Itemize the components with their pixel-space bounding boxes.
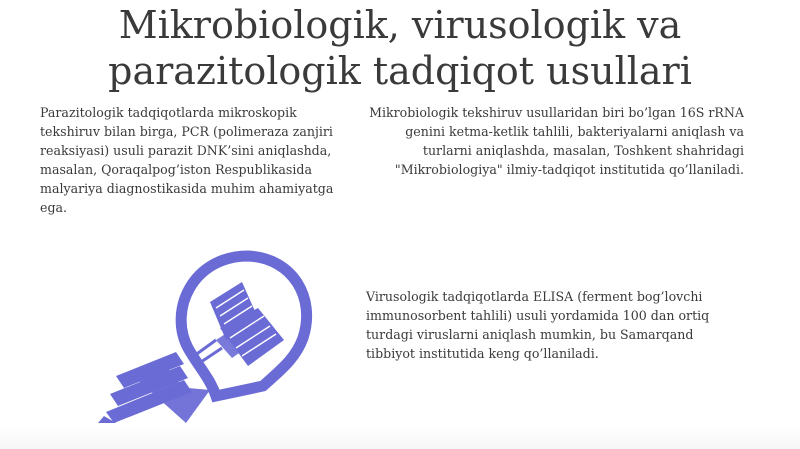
virology-paragraph: Virusologik tadqiqotlarda ELISA (ferment bog’lovchi immunosorbent tahlili) usuli yordamida 100 dan ortiq turdagi viruslarni aniqlash mumkin, bu Samarqand tibbiyot institutida keng qo’llaniladi. <box>366 289 710 361</box>
lightbulb-book-icon <box>98 248 320 423</box>
parasitology-paragraph: Parazitologik tadqiqotlarda mikroskopik tekshiruv bilan birga, PCR (polimeraza zanjiri reaksiyasi) usuli parazit DNK’sini aniqlashda, masalan, Qoraqalpog’iston Respublikasida malyariya diagnostikasida muhim ahamiyatga ega. <box>40 105 334 215</box>
page-title: Mikrobiologik, virusologik va parazitologik tadqiqot usullari <box>108 3 692 93</box>
page-footer-shade <box>0 425 800 449</box>
microbiology-paragraph: Mikrobiologik tekshiruv usullaridan biri bo’lgan 16S rRNA genini ketma-ketlik tahlili, bakteriyalarni aniqlash va turlarni aniqlashda, masalan, Toshkent shahridagi "Mikrobiologiya" ilmiy-tadqiqot institutida qo’llaniladi. <box>369 105 744 177</box>
